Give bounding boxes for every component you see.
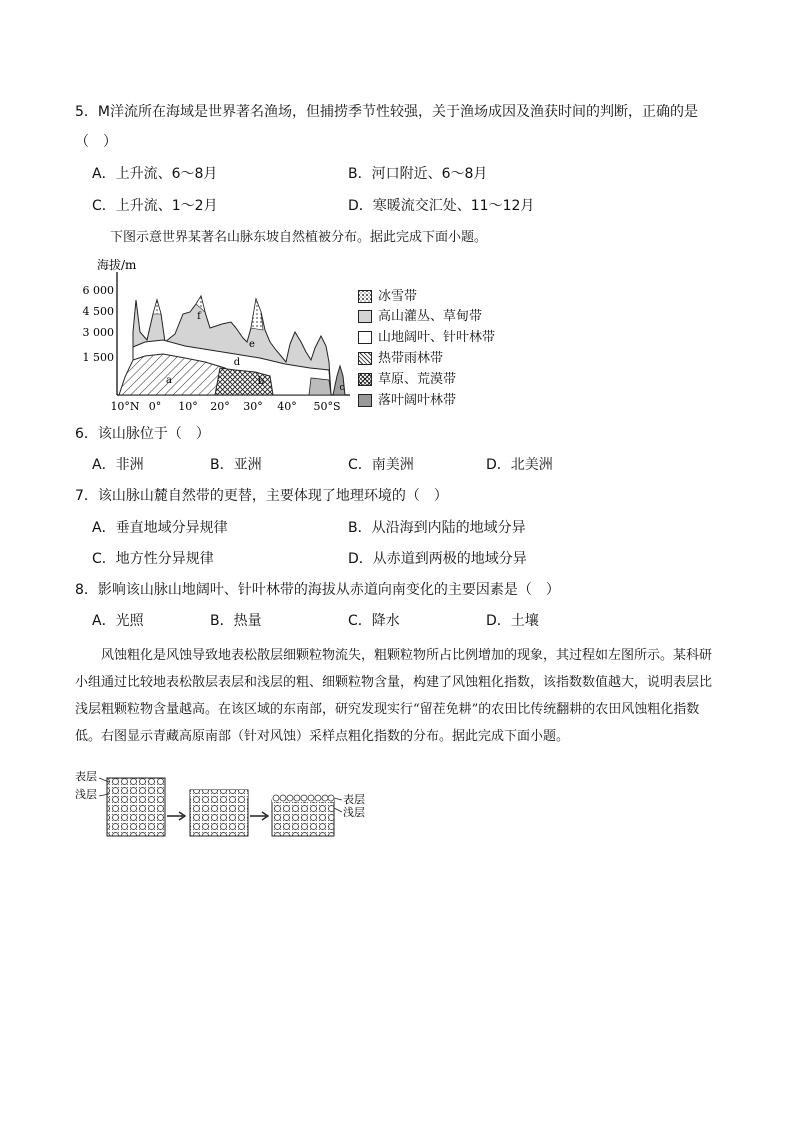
- q6-option-c[interactable]: C．南美洲: [348, 457, 414, 473]
- q5-option-b[interactable]: B．河口附近、6～8月: [348, 166, 488, 182]
- arrow-2: [250, 812, 268, 820]
- legend-swatch-rainforest: [358, 352, 372, 365]
- intro-mountain: 下图示意世界某著名山脉东坡自然植被分布。据此完成下面小题。: [110, 230, 488, 245]
- q6-stem: 6．该山脉位于（ ）: [75, 426, 210, 442]
- arrow-1: [167, 812, 185, 820]
- left-label-surface: 表层: [75, 770, 97, 783]
- legend-swatch-forest: [358, 331, 372, 344]
- q5-option-c[interactable]: C．上升流、1～2月: [92, 198, 218, 214]
- q8-stem: 8．影响该山脉山地阔叶、针叶林带的海拔从赤道向南变化的主要因素是（ ）: [75, 582, 560, 598]
- q8-option-d[interactable]: D．土壤: [486, 613, 539, 629]
- y-tick-3000: 3 000: [82, 326, 114, 339]
- label-d: d: [233, 357, 241, 368]
- q6-option-a[interactable]: A．非洲: [92, 457, 144, 473]
- label-a: a: [166, 375, 172, 386]
- legend-swatch-meadow: [358, 310, 372, 323]
- legend-swatch-deciduous: [358, 394, 372, 407]
- q6-option-b[interactable]: B．亚洲: [210, 457, 262, 473]
- intro-wind-erosion: 风蚀粗化是风蚀导致地表松散层细颗粒物流失，粗颗粒物所占比例增加的现象，其过程如左图所示。某科研小组通过比较地表松散层表层和浅层的粗、细颗粒物含量，构建了风蚀粗化指数，该指数数值越大，说明表层比浅层粗颗粒物含量越高。在该区域的东南部，研究发现实行“留茬免耕”的农田比传统翻耕的农田风蚀粗化指数低。右图显示青藏高原南部（针对风蚀）采样点粗化指数的分布。据此完成下面小题。: [75, 648, 713, 744]
- q7-stem: 7．该山脉山麓自然带的更替，主要体现了地理环境的（ ）: [75, 488, 448, 504]
- left-label-shallow: 浅层: [75, 788, 97, 801]
- q5-option-d[interactable]: D．寒暖流交汇处、11～12月: [348, 198, 535, 214]
- right-label-surface: 表层: [343, 793, 365, 806]
- x-tick-40: 40°: [277, 400, 297, 413]
- legend: [358, 288, 498, 412]
- legend-label-meadow: 高山灌丛、草甸带: [378, 309, 483, 324]
- y-tick-6000: 6 000: [82, 284, 114, 297]
- label-b: b: [257, 376, 265, 387]
- label-c: c: [339, 383, 345, 393]
- mountain-vegetation-figure: [82, 252, 496, 416]
- q7-option-d[interactable]: D．从赤道到两极的地域分异: [348, 551, 527, 567]
- legend-label-forest: 山地阔叶、针叶林带: [378, 330, 496, 345]
- legend-label-grassland: 草原、荒漠带: [378, 372, 457, 387]
- x-tick-10n: 10°N: [110, 400, 140, 413]
- q7-option-a[interactable]: A．垂直地域分异规律: [92, 520, 228, 536]
- x-tick-30: 30°: [243, 400, 263, 413]
- q7-option-c[interactable]: C．地方性分异规律: [92, 551, 214, 567]
- q7-option-b[interactable]: B．从沿海到内陆的地域分异: [348, 520, 526, 536]
- y-tick-1500: 1 500: [82, 351, 114, 364]
- x-tick-0: 0°: [148, 400, 162, 413]
- legend-label-snow: 冰雪带: [378, 289, 418, 304]
- legend-label-deciduous: 落叶阔叶林带: [378, 393, 457, 408]
- q8-option-a[interactable]: A．光照: [92, 613, 144, 629]
- legend-label-rainforest: 热带雨林带: [378, 351, 444, 366]
- label-e: e: [249, 339, 255, 350]
- q5-paren: （ ）: [75, 134, 117, 150]
- label-f: f: [197, 311, 201, 322]
- q8-option-c[interactable]: C．降水: [348, 613, 400, 629]
- erosion-svg: [75, 768, 375, 840]
- x-tick-10: 10°: [178, 400, 198, 413]
- legend-swatch-grassland: [358, 373, 372, 386]
- profile-svg: [82, 252, 355, 416]
- y-axis-label: 海拔/m: [97, 258, 137, 272]
- y-tick-4500: 4 500: [82, 305, 114, 318]
- legend-swatch-snow: [358, 290, 372, 303]
- right-label-shallow: 浅层: [343, 806, 365, 819]
- q6-option-d[interactable]: D．北美洲: [486, 457, 553, 473]
- wind-erosion-diagram: [75, 768, 375, 840]
- q5-option-a[interactable]: A．上升流、6～8月: [92, 166, 218, 182]
- q8-option-b[interactable]: B．热量: [210, 613, 262, 629]
- x-tick-50s: 50°S: [313, 400, 341, 413]
- x-tick-20: 20°: [210, 400, 230, 413]
- q5-stem: 5．M洋流所在海域是世界著名渔场，但捕捞季节性较强，关于渔场成因及渔获时间的判断，正确的是: [75, 104, 698, 120]
